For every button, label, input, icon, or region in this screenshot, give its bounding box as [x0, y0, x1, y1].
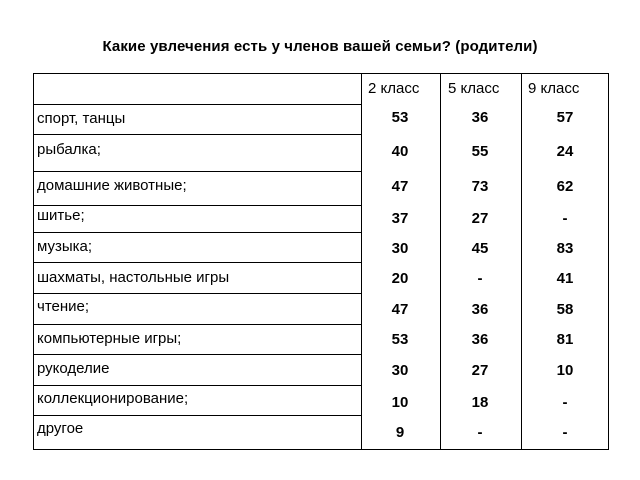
row-label: рукоделие — [37, 360, 110, 377]
table-cell-grade-5: 73 — [471, 178, 489, 195]
table-cell-grade-2: 9 — [395, 424, 405, 441]
table-cell-grade-9: - — [562, 424, 568, 441]
table-cell-grade-9: 58 — [556, 301, 574, 318]
table-grid-line — [34, 205, 361, 206]
table-cell-grade-9: 83 — [556, 240, 574, 257]
table-grid-line — [34, 324, 361, 325]
row-label: домашние животные; — [37, 177, 187, 194]
table-grid-line — [521, 74, 522, 449]
table-cell-grade-9: 10 — [556, 362, 574, 379]
table-cell-grade-5: 55 — [471, 143, 489, 160]
table-cell-grade-9: 41 — [556, 270, 574, 287]
table-grid-line — [361, 74, 362, 449]
table-grid-line — [34, 134, 361, 135]
table-cell-grade-5: 18 — [471, 394, 489, 411]
row-label: шахматы, настольные игры — [37, 269, 230, 286]
table-cell-grade-9: - — [562, 210, 568, 227]
survey-table — [33, 73, 609, 450]
table-cell-grade-2: 47 — [391, 178, 409, 195]
table-cell-grade-9: 24 — [556, 143, 574, 160]
table-cell-grade-2: 40 — [391, 143, 409, 160]
table-cell-grade-5: 36 — [471, 109, 489, 126]
table-cell-grade-2: 37 — [391, 210, 409, 227]
table-grid-line — [34, 104, 361, 105]
row-label: коллекционирование; — [37, 390, 189, 407]
row-label: другое — [37, 420, 84, 437]
table-cell-grade-2: 53 — [391, 331, 409, 348]
table-grid-line — [34, 354, 361, 355]
table-cell-grade-2: 53 — [391, 109, 409, 126]
table-cell-grade-5: 27 — [471, 362, 489, 379]
table-cell-grade-5: - — [477, 424, 483, 441]
row-label: компьютерные игры; — [37, 330, 182, 347]
table-cell-grade-2: 47 — [391, 301, 409, 318]
table-cell-grade-9: - — [562, 394, 568, 411]
table-cell-grade-5: - — [477, 270, 483, 287]
row-label: рыбалка; — [37, 141, 101, 158]
row-label: спорт, танцы — [37, 110, 126, 127]
table-grid-line — [34, 232, 361, 233]
column-header-grade-2: 2 класс — [368, 80, 420, 97]
table-cell-grade-5: 36 — [471, 331, 489, 348]
table-grid-line — [34, 171, 361, 172]
row-label: чтение; — [37, 298, 90, 315]
row-label: шитье; — [37, 207, 85, 224]
column-header-grade-9: 9 класс — [528, 80, 580, 97]
table-grid-line — [440, 74, 441, 449]
table-cell-grade-5: 27 — [471, 210, 489, 227]
table-cell-grade-9: 57 — [556, 109, 574, 126]
column-header-grade-5: 5 класс — [448, 80, 500, 97]
row-label: музыка; — [37, 238, 93, 255]
table-cell-grade-5: 45 — [471, 240, 489, 257]
table-grid-line — [34, 385, 361, 386]
table-grid-line — [34, 262, 361, 263]
table-cell-grade-9: 81 — [556, 331, 574, 348]
table-cell-grade-9: 62 — [556, 178, 574, 195]
table-cell-grade-2: 20 — [391, 270, 409, 287]
table-grid-line — [34, 415, 361, 416]
page-title: Какие увлечения есть у членов вашей семьи? (родители) — [102, 38, 538, 55]
table-cell-grade-2: 30 — [391, 240, 409, 257]
table-cell-grade-2: 10 — [391, 394, 409, 411]
table-grid-line — [34, 293, 361, 294]
table-cell-grade-5: 36 — [471, 301, 489, 318]
table-cell-grade-2: 30 — [391, 362, 409, 379]
